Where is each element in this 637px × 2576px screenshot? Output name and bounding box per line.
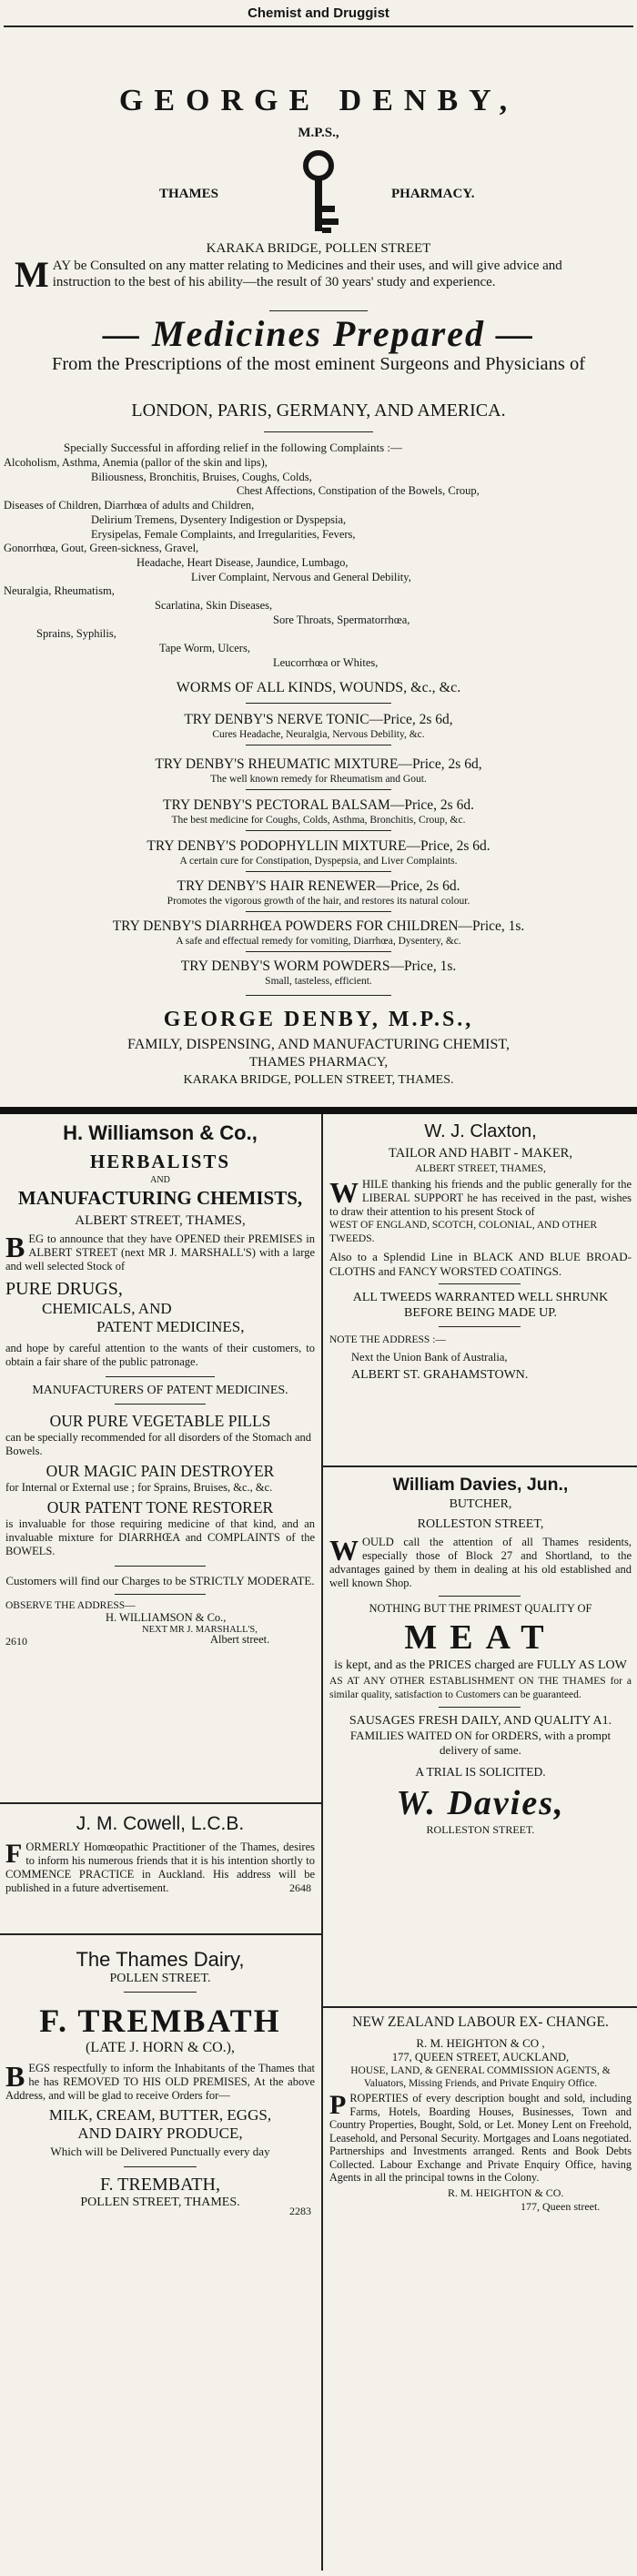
denby-intro — [15, 254, 621, 295]
denby-cities: LONDON, PARIS, GERMANY, AND AMERICA. — [131, 401, 506, 421]
product-title: TRY DENBY'S PODOPHYLLIN MIXTURE—Price, 2s 6d. — [147, 838, 490, 854]
davies-sign: W. Davies, — [396, 1784, 565, 1822]
claxton-street: ALBERT STREET, THAMES, — [415, 1163, 546, 1174]
divider — [115, 1404, 206, 1405]
denby-subheading: From the Prescriptions of the most eminent Surgeons and Physicians of — [51, 354, 586, 374]
product-desc: Promotes the vigorous growth of the hair, and restores its natural colour. — [167, 896, 470, 907]
williamson-observe: OBSERVE THE ADDRESS— — [5, 1600, 136, 1611]
davies-name: William Davies, Jun., — [392, 1475, 569, 1495]
product-title: TRY DENBY'S DIARRHŒA POWDERS FOR CHILDREN—Price, 1s. — [112, 918, 525, 934]
complaint-line: Liver Complaint, Nervous and General Debility, — [191, 570, 411, 583]
complaint-line: Chest Affections, Constipation of the Bowels, Croup, — [237, 484, 480, 498]
williamson-pills-text: can be specially recommended for all disorders of the Stomach and Bowels. — [5, 1431, 311, 1457]
product-title: TRY DENBY'S WORM POWDERS—Price, 1s. — [180, 958, 457, 974]
divider — [124, 1992, 197, 1993]
labour-sign-street: 177, Queen street. — [521, 2199, 601, 2213]
dairy-sign-street: POLLEN STREET, THAMES. — [80, 2196, 240, 2209]
product-desc: A safe and effectual remedy for vomiting, Diarrhœa, Dysentery, &c. — [176, 936, 461, 947]
davies-establishment: AS AT ANY OTHER ESTABLISHMENT ON THE THAMES for a similar quality, satisfaction to Customers can be guaranteed. — [329, 1676, 632, 1700]
product-title: TRY DENBY'S PECTORAL BALSAM—Price, 2s 6d. — [163, 797, 474, 813]
denby-worms: WORMS OF ALL KINDS, WOUNDS, &c., &c. — [176, 680, 461, 695]
product-title: TRY DENBY'S RHEUMATIC MIXTURE—Price, 2s 6d, — [155, 756, 482, 772]
product-item — [0, 918, 637, 948]
dropcap: M — [15, 254, 49, 295]
dairy-body: EGS respectfully to inform the Inhabitants of the Thames that he has REMOVED TO HIS OLD PREMISES, At the above Address, and will be glad to receive Orders for— — [5, 2062, 315, 2102]
williamson-stock-line: PATENT MEDICINES, — [96, 1318, 245, 1335]
ad-separator — [0, 1933, 321, 1935]
complaint-line: Erysipelas, Female Complaints, and Irregularities, Fevers, — [91, 527, 356, 541]
dairy-advert — [5, 1948, 315, 2218]
davies-sign-street: ROLLESTON STREET. — [426, 1823, 535, 1836]
product-item — [0, 958, 637, 988]
cowell-name: J. M. Cowell, L.C.B. — [76, 1813, 245, 1834]
claxton-advert — [329, 1120, 632, 1383]
divider — [124, 2166, 197, 2167]
ad-number: 2283 — [289, 2205, 311, 2217]
divider — [115, 1566, 206, 1567]
product-item — [0, 796, 637, 827]
dairy-name: The Thames Dairy, — [76, 1948, 245, 1971]
complaint-line: Leucorrhœa or Whites, — [273, 655, 379, 669]
dairy-sign: F. TREMBATH, — [100, 2175, 220, 2195]
davies-street: ROLLESTON STREET, — [417, 1517, 544, 1531]
williamson-and: AND — [150, 1175, 170, 1185]
williamson-tone: OUR PATENT TONE RESTORER — [46, 1498, 274, 1516]
ad-separator — [323, 2006, 637, 2008]
dropcap: W — [329, 1534, 359, 1567]
divider — [115, 1594, 206, 1595]
dairy-late: (LATE J. HORN & CO.), — [86, 2040, 235, 2055]
davies-sausages: SAUSAGES FRESH DAILY, AND QUALITY A1. — [349, 1714, 612, 1728]
denby-right-label: PHARMACY. — [391, 187, 475, 201]
denby-heading: — Medicines Prepared — — [103, 313, 534, 354]
labour-sign: R. M. HEIGHTON & CO. — [448, 2186, 564, 2199]
labour-title: NEW ZEALAND LABOUR EX- CHANGE. — [352, 2014, 609, 2030]
davies-body: OULD call the attention of all Thames residents, especially those of Block 27 and Shortland, to the advantages gained by them in dealing at his old established and well known Shop. — [329, 1536, 632, 1589]
claxton-note: NOTE THE ADDRESS :— — [329, 1334, 446, 1345]
section-separator — [0, 1107, 637, 1114]
davies-trial: A TRIAL IS SOLICITED. — [415, 1765, 546, 1779]
labour-name: R. M. HEIGHTON & CO , — [416, 2036, 545, 2050]
dairy-products: MILK, CREAM, BUTTER, EGGS, — [48, 2106, 272, 2124]
claxton-text — [329, 1178, 632, 1219]
dairy-street: POLLEN STREET. — [109, 1972, 211, 1985]
claxton-next: Next the Union Bank of Australia, — [351, 1351, 508, 1364]
product-title: TRY DENBY'S NERVE TONIC—Price, 2s 6d, — [184, 712, 453, 727]
key-icon — [293, 149, 344, 240]
williamson-stock-line: CHEMICALS, AND — [42, 1300, 172, 1317]
divider — [264, 431, 373, 432]
williamson-intro-text: EG to announce that they have OPENED their PREMISES in ALBERT STREET (next MR J. MARSHALL'S) with a large and well selected Stock of — [5, 1232, 315, 1273]
dropcap: W — [329, 1176, 359, 1209]
davies-advert — [329, 1475, 632, 1837]
labour-body: ROPERTIES of every description bought and sold, including Farms, Hotels, Boarding Houses, Businesses, Town and Country Properties, Bought, Sold, or Let. Money Lent on Freehold, Leasehold, and Personal Security. Mortgages and Loans negotiated. Partnerships and Investments arranged. Rents and Book Debts Collected. Labour Exchange and Private Enquiry Office, having Agents in all the principal towns in the Colony. — [329, 2092, 632, 2184]
denby-footer-name: GEORGE DENBY, M.P.S., — [163, 1008, 474, 1031]
divider — [246, 789, 391, 790]
complaint-line: Tape Worm, Ulcers, — [159, 642, 250, 655]
column-divider — [321, 1114, 323, 2571]
williamson-tone-text: is invaluable for those requiring medicine of that kind, and an invaluable mixture for DIARRHŒA and COMPLAINTS of the BOWELS. — [5, 1517, 315, 1557]
cowell-advert — [5, 1813, 315, 1895]
cowell-body: ORMERLY Homœopathic Practitioner of the Thames, desires to inform his numerous friends that it is his intention shortly to COMMENCE PRACTICE in Auckland. His address will be published in a future advertisement. — [5, 1841, 315, 1894]
claxton-also: Also to a Splendid Line in BLACK AND BLUE BROAD-CLOTHS and FANCY WORSTED COATINGS. — [329, 1250, 632, 1278]
complaints-list — [0, 456, 637, 671]
dropcap: F — [5, 1839, 23, 1869]
ad-number: 2648 — [289, 1881, 311, 1894]
davies-families: FAMILIES WAITED ON for ORDERS, with a prompt delivery of same. — [349, 1729, 612, 1757]
product-title: TRY DENBY'S HAIR RENEWER—Price, 2s 6d. — [177, 878, 460, 894]
williamson-observe-name: H. WILLIAMSON & Co., — [106, 1611, 227, 1624]
dairy-owner: F. TREMBATH — [39, 2003, 281, 2039]
divider — [246, 871, 391, 872]
williamson-manufacturers: MANUFACTURERS OF PATENT MEDICINES. — [32, 1384, 288, 1397]
ad-separator — [323, 1465, 637, 1467]
complaint-line: Delirium Tremens, Dysentery Indigestion or Dyspepsia, — [91, 512, 347, 526]
denby-specially: Specially Successful in affording relief in the following Complaints :— — [64, 441, 402, 454]
divider — [246, 911, 391, 912]
masthead-rule — [4, 25, 633, 27]
dropcap: B — [5, 2060, 25, 2093]
product-desc: The best medicine for Coughs, Colds, Asthma, Bronchitis, Croup, &c. — [171, 815, 466, 826]
davies-meat: MEAT — [404, 1618, 557, 1657]
davies-text — [329, 1536, 632, 1590]
divider — [106, 1376, 215, 1377]
labour-address: 177, QUEEN STREET, AUCKLAND, — [391, 2051, 570, 2064]
davies-kept: is kept, and as the PRICES charged are FULLY AS LOW — [334, 1658, 627, 1672]
denby-intro-text: AY be Consulted on any matter relating to Medicines and their uses, and will give advice and instruction to the best of his ability—the result of 30 years' study and experience. — [52, 259, 562, 289]
complaint-line: Biliousness, Bronchitis, Bruises, Coughs, Colds, — [91, 470, 312, 483]
williamson-name: H. Williamson & Co., — [63, 1121, 258, 1144]
product-item — [0, 877, 637, 908]
product-desc: A certain cure for Constipation, Dyspepsia, and Liver Complaints. — [179, 856, 458, 867]
complaint-line: Neuralgia, Rheumatism, — [4, 584, 115, 598]
divider — [246, 703, 391, 704]
divider — [439, 1707, 521, 1708]
claxton-address: ALBERT ST. GRAHAMSTOWN. — [351, 1368, 529, 1382]
williamson-charges: Customers will find our Charges to be STRICTLY MODERATE. — [5, 1574, 315, 1587]
williamson-pills: OUR PURE VEGETABLE PILLS — [49, 1412, 271, 1430]
denby-title: M.P.S., — [298, 126, 339, 140]
williamson-advert — [5, 1120, 315, 1649]
williamson-hope: and hope by careful attention to the wants of their customers, to obtain a fair share of the public patronage. — [5, 1342, 315, 1368]
davies-trade: BUTCHER, — [449, 1497, 512, 1511]
williamson-manufacturing: MANUFACTURING CHEMISTS, — [17, 1187, 303, 1209]
williamson-sign-row — [5, 1635, 315, 1649]
complaint-line: Scarlatina, Skin Diseases, — [155, 599, 273, 613]
divider — [246, 830, 391, 831]
denby-address: KARAKA BRIDGE, POLLEN STREET — [206, 241, 431, 256]
ad-number: 2610 — [5, 1635, 27, 1648]
complaint-line: Alcoholism, Asthma, Anemia (pallor of the skin and lips), — [4, 456, 268, 469]
divider — [439, 1596, 521, 1597]
divider — [439, 1326, 521, 1327]
product-desc: Cures Headache, Neuralgia, Nervous Debility, &c. — [212, 729, 425, 740]
complaint-line: Headache, Heart Disease, Jaundice, Lumbago, — [136, 555, 349, 569]
labour-exchange-advert — [329, 2013, 632, 2214]
labour-agents: HOUSE, LAND, & GENERAL COMMISSION AGENTS, & Valuators, Missing Friends, and Private Enquiry Office. — [350, 2065, 611, 2089]
masthead: Chemist and Druggist — [248, 5, 389, 21]
claxton-name: W. J. Claxton, — [424, 1121, 537, 1141]
denby-footer-line: FAMILY, DISPENSING, AND MANUFACTURING CHEMIST, — [127, 1037, 510, 1052]
williamson-magic: OUR MAGIC PAIN DESTROYER — [46, 1462, 275, 1480]
complaint-line: Sore Throats, Spermatorrhœa, — [273, 613, 410, 626]
williamson-herbalists: HERBALISTS — [89, 1151, 231, 1172]
williamson-magic-text: for Internal or External use ; for Sprains, Bruises, &c., &c. — [5, 1481, 273, 1494]
denby-footer-line: THAMES PHARMACY, — [248, 1055, 389, 1070]
claxton-tweeds: ALL TWEEDS WARRANTED WELL SHRUNK BEFORE BEING MADE UP. — [352, 1291, 609, 1320]
dairy-delivered: Which will be Delivered Punctually every day — [50, 2145, 270, 2158]
dropcap: B — [5, 1231, 25, 1263]
claxton-trade: TAILOR AND HABIT - MAKER, — [389, 1146, 572, 1161]
williamson-street: ALBERT STREET, THAMES, — [75, 1213, 246, 1228]
williamson-intro — [5, 1232, 315, 1273]
davies-nothing: NOTHING BUT THE PRIMEST QUALITY OF — [369, 1602, 592, 1615]
divider — [269, 310, 368, 311]
dropcap: P — [329, 2090, 347, 2120]
divider — [439, 1283, 521, 1284]
claxton-stock: WEST OF ENGLAND, SCOTCH, COLONIAL, AND OTHER TWEEDS. — [329, 1220, 597, 1244]
product-desc: The well known remedy for Rheumatism and Gout. — [210, 774, 427, 785]
complaint-line: Gonorrhœa, Gout, Green-sickness, Gravel, — [4, 542, 199, 555]
denby-name: GEORGE DENBY, — [118, 84, 519, 117]
product-desc: Small, tasteless, efficient. — [265, 976, 372, 987]
dairy-text — [5, 2062, 315, 2103]
williamson-stock-line: PURE DRUGS, — [5, 1279, 123, 1299]
divider — [246, 951, 391, 952]
williamson-observe-street: Albert street. — [210, 1633, 270, 1646]
divider — [246, 995, 391, 996]
dairy-products: AND DAIRY PRODUCE, — [77, 2125, 243, 2142]
complaint-line: Sprains, Syphilis, — [36, 627, 116, 641]
complaint-line: Diseases of Children, Diarrhœa of adults and Children, — [4, 499, 255, 512]
williamson-observe-next: NEXT MR J. MARSHALL'S, — [142, 1625, 258, 1635]
denby-left-label: THAMES — [159, 187, 219, 201]
labour-text — [329, 2092, 632, 2185]
product-item — [0, 837, 637, 867]
product-item — [0, 711, 637, 741]
product-item — [0, 756, 637, 786]
ad-separator — [0, 1802, 321, 1804]
denby-footer-line: KARAKA BRIDGE, POLLEN STREET, THAMES. — [183, 1073, 454, 1087]
claxton-body: HILE thanking his friends and the public generally for the LIBERAL SUPPORT he has received in the past, wishes to draw their attention to his present Stock of — [329, 1178, 632, 1218]
